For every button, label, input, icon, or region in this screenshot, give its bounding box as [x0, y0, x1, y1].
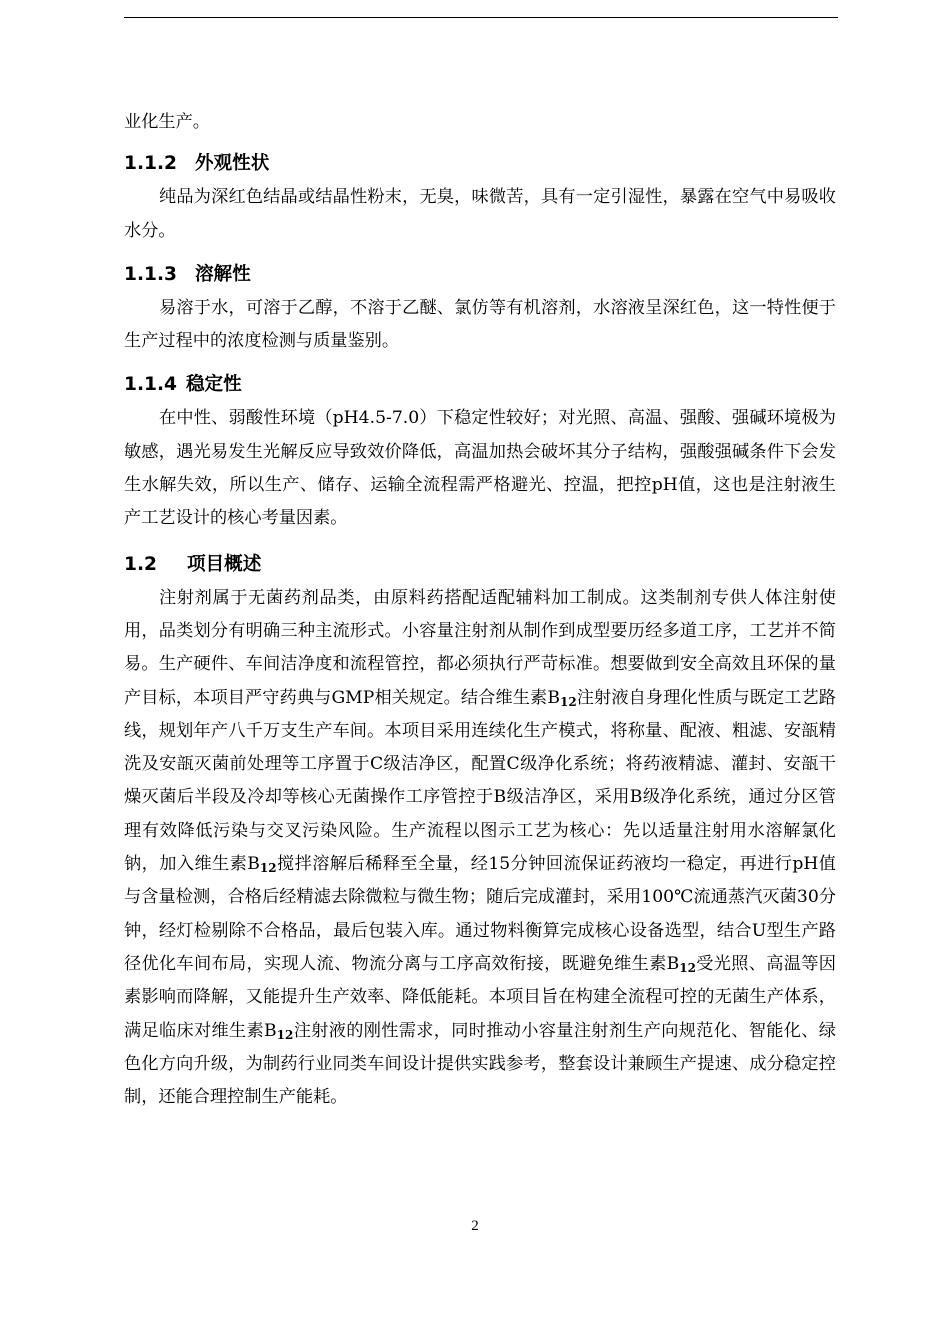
section-title: 外观性状 [194, 153, 270, 175]
section-title: 项目概述 [186, 553, 262, 575]
section-body-solubility: 易溶于水，可溶于乙醇，不溶于乙醚、氯仿等有机溶剂，水溶液呈深红色，这一特性便于生产过程中的浓度检测与质量鉴别。 [124, 297, 836, 352]
section-title: 溶解性 [194, 263, 251, 285]
section-heading-solubility [124, 258, 836, 292]
section-body-appearance: 纯品为深红色结晶或结晶性粉末，无臭，味微苦，具有一定引湿性，暴露在空气中易吸收水分。 [124, 187, 836, 241]
subscript-12: 12 [276, 1027, 294, 1042]
section-number: 1.1.3 [124, 263, 177, 285]
section-heading-stability [124, 368, 836, 402]
section-heading-appearance [124, 147, 836, 181]
body-text: 注射液自身理化性质与既定工艺路线，规划年产八千万支生产车间。本项目采用连续化生产模式，将称量、配液、粗滤、安瓿精洗及安瓿灭菌前处理等工序置于C级洁净区，配置C级净化系统；将药液精滤、灌封、安瓿干燥灭菌后半段及冷却等核心无菌操作工序管控于B级洁净区，采用B级净化系统，通过分区管理有效降低污染与交叉污染风险。生产流程以图示工艺为核心：先以适量注射用水溶解氯化钠，加入维生素B [124, 687, 836, 875]
page-content [124, 106, 836, 1114]
subscript-12: 12 [259, 861, 277, 876]
page-number: 2 [471, 1218, 479, 1234]
body-text: 搅拌溶解后稀释至全量，经15分钟回流保证药液均一稳定，再进行pH值与含量检测，合格后经精滤去除微粒与微生物；随后完成灌封，采用100℃流通蒸汽灭菌30分钟，经灯检剔除不合格品，最后包装入库。通过物料衡算完成核心设备选型，结合U型生产路径优化车间布局，实现人流、物流分离与工序高效衔接，既避免维生素B [124, 854, 837, 974]
body-text: 注射剂属于无菌药剂品类，由原料药搭配适配辅料加工制成。这类制剂专供人体注射使用，品类划分有明确三种主流形式。小容量注射剂从制作到成型要历经多道工序，工艺并不简易。生产硬件、车间洁净度和流程管控，都必须执行严苛标准。想要做到安全高效且环保的量产目标，本项目严守药典与GMP相关规定。结合维生素B [124, 587, 836, 708]
body-text: 注射液的刚性需求，同时推动小容量注射剂生产向规范化、智能化、绿色化方向升级，为制药行业同类车间设计提供实践参考，整套设计兼顾生产提速、成分稳定控制，还能合理控制生产能耗。 [124, 1020, 836, 1108]
section-number: 1.1.2 [124, 153, 177, 175]
section-number: 1.1.4 [124, 374, 177, 396]
section-body-stability: 在中性、弱酸性环境（pH4.5-7.0）下稳定性较好；对光照、高温、强酸、强碱环境极为敏感，遇光易发生光解反应导致效价降低，高温加热会破坏其分子结构，强酸强碱条件下会发生水解失效，所以生产、储存、运输全流程需严格避光、控温，把控pH值，这也是注射液生产工艺设计的核心考量因素。 [124, 408, 836, 529]
subscript-12: 12 [679, 960, 696, 975]
section-body-overview [124, 582, 836, 1115]
section-heading-overview [124, 548, 836, 582]
lead-paragraph: 业化生产。 [124, 112, 210, 132]
subscript-12: 12 [559, 694, 577, 709]
section-title: 稳定性 [185, 374, 242, 396]
section-number: 1.2 [124, 553, 157, 575]
header-rule [124, 17, 838, 18]
body-text: 受光照、高温等因素影响而降解，又能提升生产效率、降低能耗。本项目旨在构建全流程可控的无菌生产体系，满足临床对维生素B [124, 953, 836, 1041]
